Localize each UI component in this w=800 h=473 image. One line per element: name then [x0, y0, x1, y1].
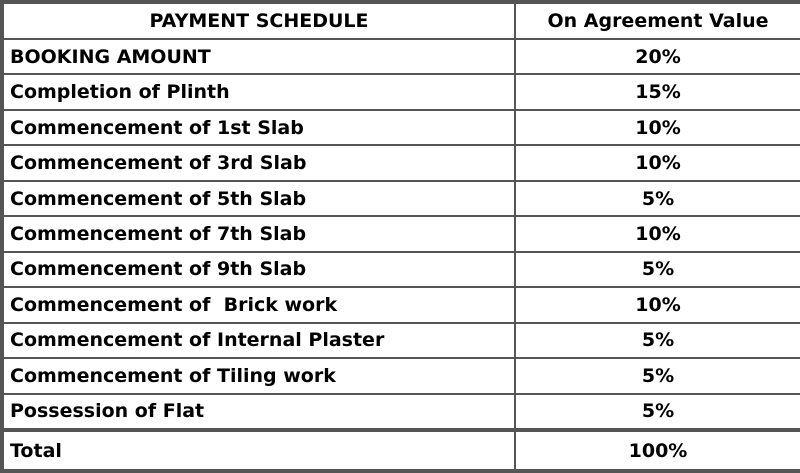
- stage-cell: Commencement of 9th Slab: [2, 252, 515, 287]
- stage-cell: Commencement of 7th Slab: [2, 216, 515, 251]
- table-row: [2, 252, 800, 287]
- stage-cell: Commencement of 1st Slab: [2, 110, 515, 145]
- stage-cell: Commencement of 3rd Slab: [2, 145, 515, 180]
- table-row: [2, 39, 800, 74]
- header-payment-schedule: PAYMENT SCHEDULE: [2, 2, 515, 39]
- table-row: [2, 110, 800, 145]
- value-cell: 20%: [515, 39, 800, 74]
- total-label: Total: [2, 430, 515, 471]
- stage-cell: Commencement of Tiling work: [2, 358, 515, 393]
- value-cell: 10%: [515, 110, 800, 145]
- total-row: [2, 430, 800, 471]
- value-cell: 10%: [515, 287, 800, 322]
- value-cell: 5%: [515, 394, 800, 431]
- table-row: [2, 287, 800, 322]
- total-value: 100%: [515, 430, 800, 471]
- table-row: [2, 181, 800, 216]
- table-header-row: [2, 2, 800, 39]
- value-cell: 5%: [515, 358, 800, 393]
- value-cell: 10%: [515, 216, 800, 251]
- header-agreement-value: On Agreement Value: [515, 2, 800, 39]
- value-cell: 15%: [515, 74, 800, 109]
- table-row: [2, 74, 800, 109]
- stage-cell: Commencement of 5th Slab: [2, 181, 515, 216]
- value-cell: 5%: [515, 252, 800, 287]
- stage-cell: Commencement of Brick work: [2, 287, 515, 322]
- table-row: [2, 323, 800, 358]
- table-row: [2, 145, 800, 180]
- table-row: [2, 394, 800, 431]
- value-cell: 10%: [515, 145, 800, 180]
- stage-cell: BOOKING AMOUNT: [2, 39, 515, 74]
- stage-cell: Completion of Plinth: [2, 74, 515, 109]
- table-row: [2, 358, 800, 393]
- value-cell: 5%: [515, 181, 800, 216]
- table-row: [2, 216, 800, 251]
- stage-cell: Possession of Flat: [2, 394, 515, 431]
- value-cell: 5%: [515, 323, 800, 358]
- stage-cell: Commencement of Internal Plaster: [2, 323, 515, 358]
